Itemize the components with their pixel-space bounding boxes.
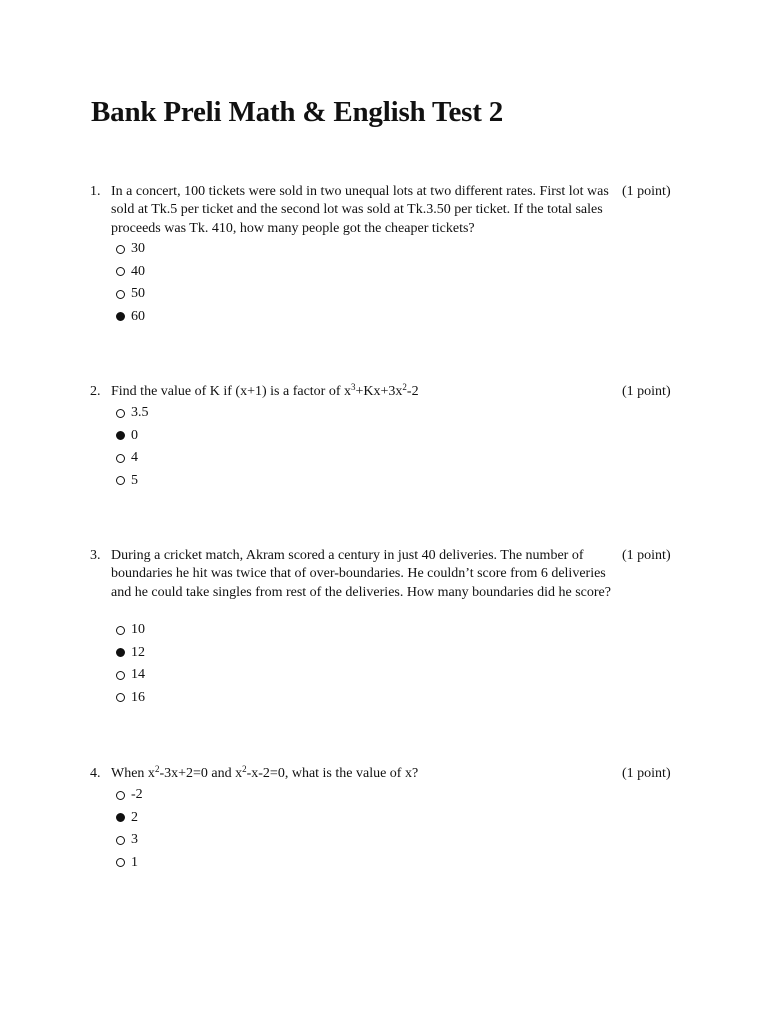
radio-unchecked-icon[interactable] [116, 476, 125, 485]
radio-unchecked-icon[interactable] [116, 836, 125, 845]
radio-unchecked-icon[interactable] [116, 267, 125, 276]
radio-checked-icon[interactable] [116, 431, 125, 440]
radio-unchecked-icon[interactable] [116, 454, 125, 463]
option-label: 5 [131, 472, 138, 488]
question-number: 2. [90, 384, 101, 399]
question-points: (1 point) [622, 766, 671, 781]
option-label: 10 [131, 622, 145, 638]
question-number: 4. [90, 766, 101, 781]
radio-checked-icon[interactable] [116, 312, 125, 321]
question-points: (1 point) [622, 184, 671, 199]
superscript: 2 [154, 764, 160, 774]
superscript: 2 [242, 764, 247, 774]
option-label: 50 [131, 286, 145, 302]
question-text: During a cricket match, Akram scored a century in just 40 deliveries. The number of boundaries he hit was twice that of over-boundaries. He couldn’t score from 6 deliveries and he could take singles from rest of the deliveries. How many boundaries did he score? [111, 548, 611, 600]
option-label: 40 [131, 263, 145, 279]
option-label: 60 [131, 308, 145, 324]
radio-unchecked-icon[interactable] [116, 858, 125, 867]
radio-unchecked-icon[interactable] [116, 671, 125, 680]
superscript: 3 [351, 382, 356, 392]
question-text [111, 765, 623, 783]
option-label: 0 [131, 427, 138, 443]
answer-option[interactable] [116, 283, 145, 306]
answer-option[interactable] [116, 687, 145, 710]
answer-option[interactable] [116, 829, 143, 852]
answer-option[interactable] [116, 261, 145, 284]
option-label: 3 [131, 832, 138, 848]
question-points: (1 point) [622, 384, 671, 399]
answer-option[interactable] [116, 470, 149, 493]
text-segment: -2 [406, 384, 419, 399]
radio-unchecked-icon[interactable] [116, 409, 125, 418]
option-label: 16 [131, 689, 145, 705]
superscript: 2 [402, 382, 407, 392]
text-segment: Find the value of K if (x+1) is a factor of x [111, 384, 351, 399]
question-text: In a concert, 100 tickets were sold in two unequal lots at two different rates. First lot was sold at Tk.5 per ticket and the second lot was sold at Tk.3.50 per ticket. If the total sales proceeds was Tk. 410, how many people got the cheaper tickets? [111, 184, 609, 236]
answer-options [116, 784, 143, 874]
text-segment: -x-2=0, what is the value of x? [246, 766, 419, 781]
radio-unchecked-icon[interactable] [116, 693, 125, 702]
text-segment: -3x+2=0 and x [159, 766, 243, 781]
option-label: -2 [131, 787, 143, 803]
answer-option[interactable] [116, 447, 149, 470]
radio-unchecked-icon[interactable] [116, 290, 125, 299]
answer-option[interactable] [116, 852, 143, 875]
option-label: 12 [131, 644, 145, 660]
answer-option[interactable] [116, 238, 145, 261]
radio-unchecked-icon[interactable] [116, 626, 125, 635]
answer-options [116, 402, 149, 492]
question-number: 1. [90, 184, 101, 199]
answer-option[interactable] [116, 306, 145, 329]
radio-unchecked-icon[interactable] [116, 791, 125, 800]
radio-checked-icon[interactable] [116, 813, 125, 822]
answer-option[interactable] [116, 807, 143, 830]
option-label: 30 [131, 241, 145, 257]
answer-option[interactable] [116, 425, 149, 448]
option-label: 2 [131, 809, 138, 825]
text-segment: When x [111, 766, 155, 781]
answer-option[interactable] [116, 664, 145, 687]
radio-checked-icon[interactable] [116, 648, 125, 657]
option-label: 4 [131, 450, 138, 466]
answer-options [116, 238, 145, 328]
radio-unchecked-icon[interactable] [116, 245, 125, 254]
question-number: 3. [90, 548, 101, 563]
page-title: Bank Preli Math & English Test 2 [91, 96, 504, 128]
question-text [111, 383, 623, 401]
option-label: 3.5 [131, 405, 149, 421]
question-points: (1 point) [622, 548, 671, 563]
option-label: 1 [131, 854, 138, 870]
answer-option[interactable] [116, 784, 143, 807]
answer-options [116, 619, 145, 709]
answer-option[interactable] [116, 642, 145, 665]
text-segment: +Kx+3x [355, 384, 403, 399]
answer-option[interactable] [116, 402, 149, 425]
option-label: 14 [131, 667, 145, 683]
answer-option[interactable] [116, 619, 145, 642]
